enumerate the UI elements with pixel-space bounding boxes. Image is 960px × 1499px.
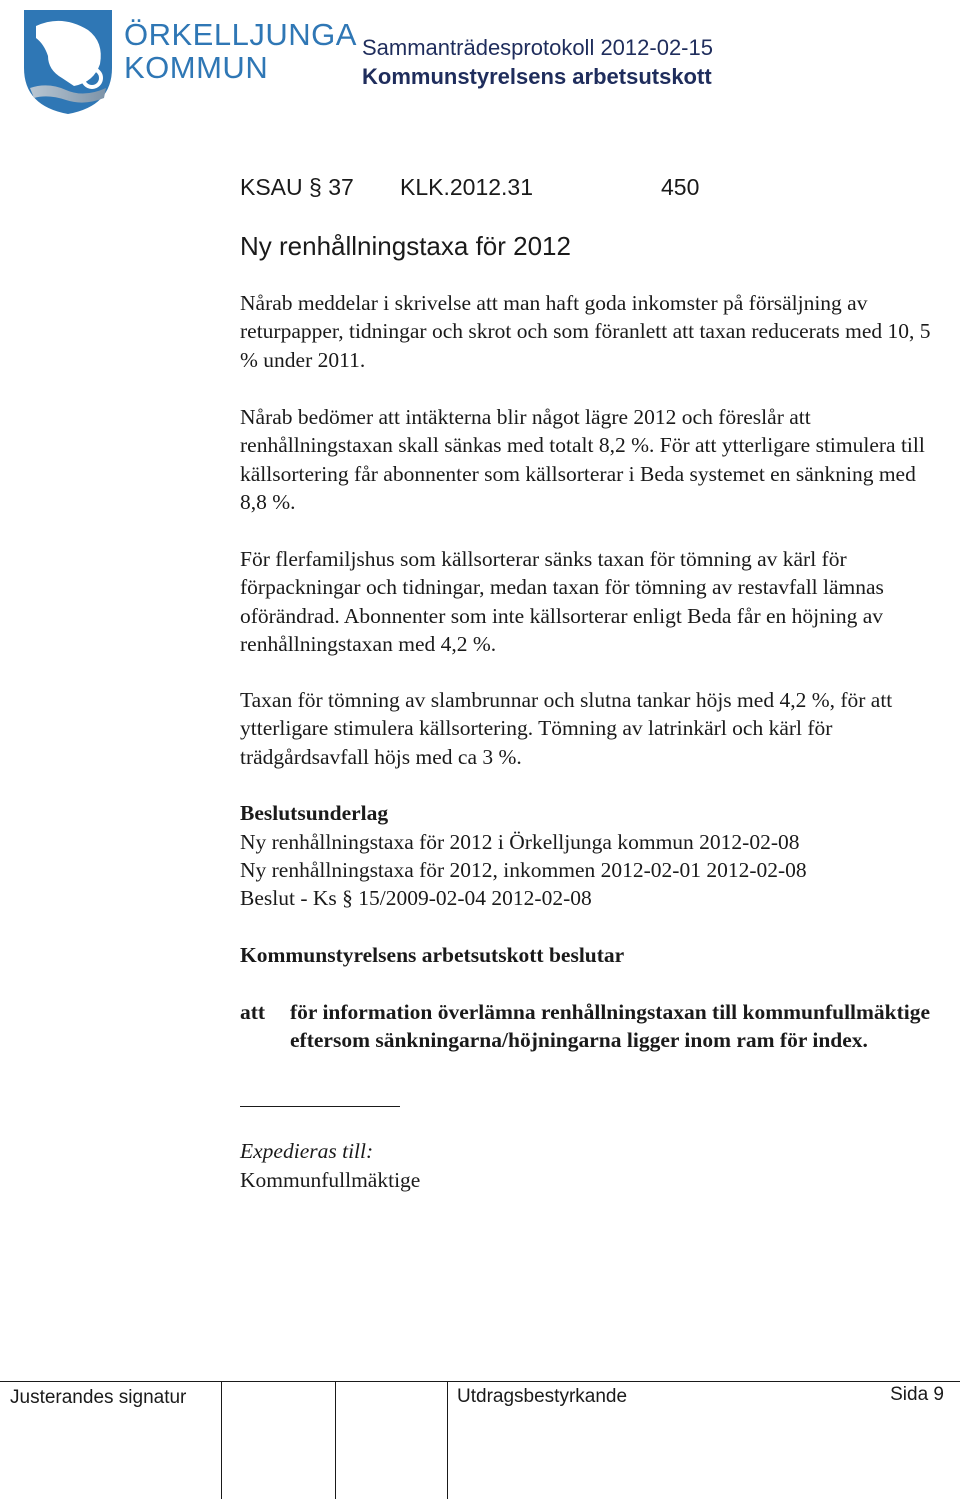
certification-label: Utdragsbestyrkande xyxy=(457,1386,628,1407)
distribution-label: Expedieras till: xyxy=(240,1139,374,1163)
case-section: KSAU § 37 xyxy=(240,174,354,200)
distribution-recipient: Kommunfullmäktige xyxy=(240,1168,421,1192)
basis-item: Ny renhållningstaxa för 2012, inkommen 2012-02-01 2012-02-08 xyxy=(240,858,807,882)
signature-box xyxy=(221,1382,222,1499)
page-number: Sida 9 xyxy=(890,1384,944,1405)
municipality-logo xyxy=(18,8,357,116)
logo-wordmark xyxy=(124,18,357,84)
protocol-title: Sammanträdesprotokoll 2012-02-15 xyxy=(362,35,713,60)
separator-line xyxy=(240,1106,400,1107)
paragraph: Nårab meddelar i skrivelse att man haft goda inkomster på försäljning av returpapper, tidningar och skrot och som föranlett att taxan reducerats med 10, 5 % under 2011. xyxy=(240,291,931,372)
logo-line-2: KOMMUN xyxy=(124,50,269,85)
signature-footer xyxy=(0,1381,960,1499)
decision-heading: Kommunstyrelsens arbetsutskott beslutar xyxy=(240,943,625,967)
logo-line-1: ÖRKELLJUNGA xyxy=(124,17,357,52)
case-reference: KLK.2012.31 xyxy=(400,174,534,200)
document-header xyxy=(362,33,713,91)
case-number: 450 xyxy=(661,174,700,200)
committee-name: Kommunstyrelsens arbetsutskott xyxy=(362,64,712,89)
municipal-shield-icon xyxy=(18,8,118,116)
basis-item: Ny renhållningstaxa för 2012 i Örkelljunga kommun 2012-02-08 xyxy=(240,830,800,854)
decision-text: för information överlämna renhållningstaxan till kommunfullmäktige eftersom sänkningarna/höjningarna ligger inom ram för index. xyxy=(290,1000,931,1053)
decision-keyword: att xyxy=(240,1000,266,1024)
signature-box xyxy=(447,1382,448,1499)
basis-heading: Beslutsunderlag xyxy=(240,801,389,825)
paragraph: Nårab bedömer att intäkterna blir något lägre 2012 och föreslår att renhållningstaxan skall sänkas med totalt 8,2 %. För att ytterligare stimulera till källsortering får abonnenter som källsorterar i Beda systemet en sänkning med 8,8 %. xyxy=(240,405,925,515)
paragraph: Taxan för tömning av slambrunnar och slutna tankar höjs med 4,2 %, för att ytterligare stimulera källsortering. Tömning av latrinkärl och kärl för trädgårdsavfall höjs med ca 3 %. xyxy=(240,688,893,769)
case-title: Ny renhållningstaxa för 2012 xyxy=(240,231,571,261)
basis-item: Beslut - Ks § 15/2009-02-04 2012-02-08 xyxy=(240,886,592,910)
signature-box xyxy=(335,1382,336,1499)
signature-label: Justerandes signatur xyxy=(10,1387,187,1408)
paragraph: För flerfamiljshus som källsorterar sänks taxan för tömning av kärl för förpackningar och tidningar, medan taxan för tömning av restavfall lämnas oförändrad. Abonnenter som inte källsorterar enligt Beda får en höjning av renhållningstaxan med 4,2 %. xyxy=(240,547,884,657)
